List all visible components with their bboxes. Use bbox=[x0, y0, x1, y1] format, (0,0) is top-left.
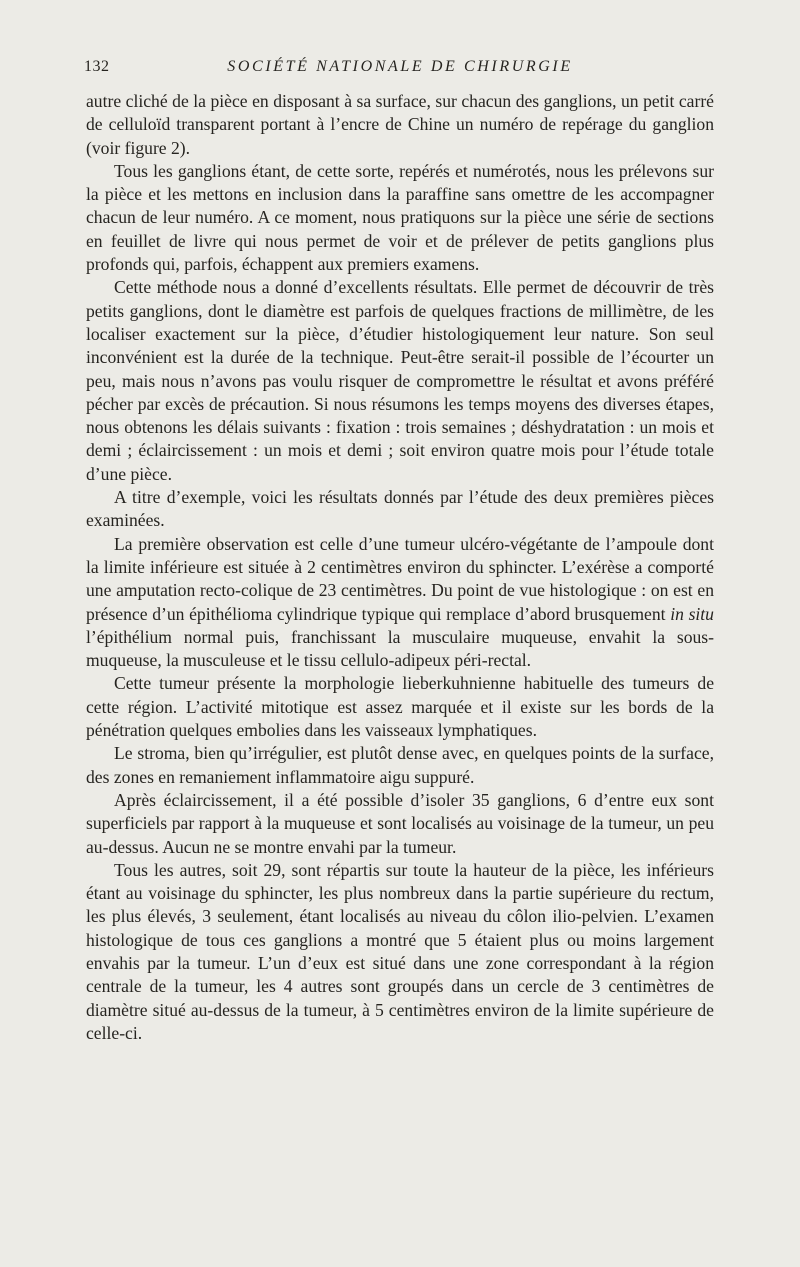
paragraph-method-results: Cette méthode nous a donné d’excellents résultats. Elle permet de découvrir de très petits ganglions, dont le diamètre est parfois de quelques fractions de millimètre, de les localiser exactement sur la pièce, d’étudier histologiquement leur nature. Son seul inconvénient est la durée de la technique. Peut-être serait-il possible de l’écourter un peu, mais nous n’avons pas voulu risquer de compromettre le résultat et avons préféré pécher par excès de précaution. Si nous résumons les temps moyens des diverses étapes, nous obtenons les délais suivants : fixation : trois semaines ; déshydratation : un mois et demi ; éclaircissement : un mois et demi ; soit environ quatre mois pour l’étude totale d’une pièce. bbox=[86, 277, 714, 484]
book-page bbox=[86, 58, 714, 1045]
running-head bbox=[86, 58, 714, 84]
article-body bbox=[86, 90, 714, 1045]
in-situ-emphasis: in situ bbox=[670, 603, 714, 624]
page-number: 132 bbox=[84, 58, 110, 75]
paragraph-stroma: Le stroma, bien qu’irrégulier, est plutôt dense avec, en quelques points de la surface, des zones en remaniement inflammatoire aigu suppuré. bbox=[86, 743, 714, 787]
paragraph-clearing-results: Après éclaircissement, il a été possible d’isoler 35 ganglions, 6 d’entre eux sont superficiels par rapport à la muqueuse et sont localisés au voisinage de la tumeur, un peu au-dessus. Aucun ne se montre envahi par la tumeur. bbox=[86, 789, 714, 857]
paragraph-tumor-morphology: Cette tumeur présente la morphologie lieberkuhnienne habituelle des tumeurs de cette région. L’activité mitotique est assez marquée et il existe sur les bords de la pénétration quelques embolies dans les vaisseaux lymphatiques. bbox=[86, 673, 714, 741]
paragraph-remaining-ganglions: Tous les autres, soit 29, sont répartis sur toute la hauteur de la pièce, les inférieurs étant au voisinage du sphincter, les plus nombreux dans la partie supérieure du rectum, les plus élevés, 3 seulement, étant localisés au niveau du côlon ilio-pelvien. L’examen histologique de tous ces ganglions a montré que 5 étaient plus ou moins largement envahis par la tumeur. L’un d’eux est situé dans une zone correspondant à la région centrale de la tumeur, les 4 autres sont groupés dans un cercle de 3 centimètres de diamètre situé au-dessus de la tumeur, à 5 centimètres environ de la limite supérieure de celle-ci. bbox=[86, 859, 714, 1043]
first-observation-text-end: l’épithélium normal puis, franchissant la musculaire muqueuse, envahit la sous-muqueuse, la musculeuse et le tissu cellulo-adipeux péri-rectal. bbox=[86, 626, 714, 671]
first-observation-text: La première observation est celle d’une tumeur ulcéro-végétante de l’ampoule dont la limite inférieure est située à 2 centimètres environ du sphincter. L’exérèse a comporté une amputation recto-colique de 23 centimètres. Du point de vue histologique : on est en présence d’un épithélioma cylindrique typique qui remplace d’abord brusquement bbox=[86, 533, 714, 624]
paragraph-ganglion-sampling: Tous les ganglions étant, de cette sorte, repérés et numérotés, nous les prélevons sur la pièce et les mettons en inclusion dans la paraffine sans omettre de les accompagner chacun de leur numéro. A ce moment, nous pratiquons sur la pièce une série de sections en feuillet de livre qui nous permet de voir et de prélever de petits ganglions plus profonds qui, parfois, échappent aux premiers examens. bbox=[86, 160, 714, 275]
paragraph-first-observation bbox=[86, 533, 714, 673]
journal-title: SOCIÉTÉ NATIONALE DE CHIRURGIE bbox=[227, 58, 573, 75]
paragraph-continuation: autre cliché de la pièce en disposant à sa surface, sur chacun des ganglions, un petit carré de celluloïd transparent portant à l’encre de Chine un numéro de repérage du ganglion (voir figure 2). bbox=[86, 91, 714, 158]
paragraph-example-intro: A titre d’exemple, voici les résultats donnés par l’étude des deux premières pièces examinées. bbox=[86, 487, 714, 531]
